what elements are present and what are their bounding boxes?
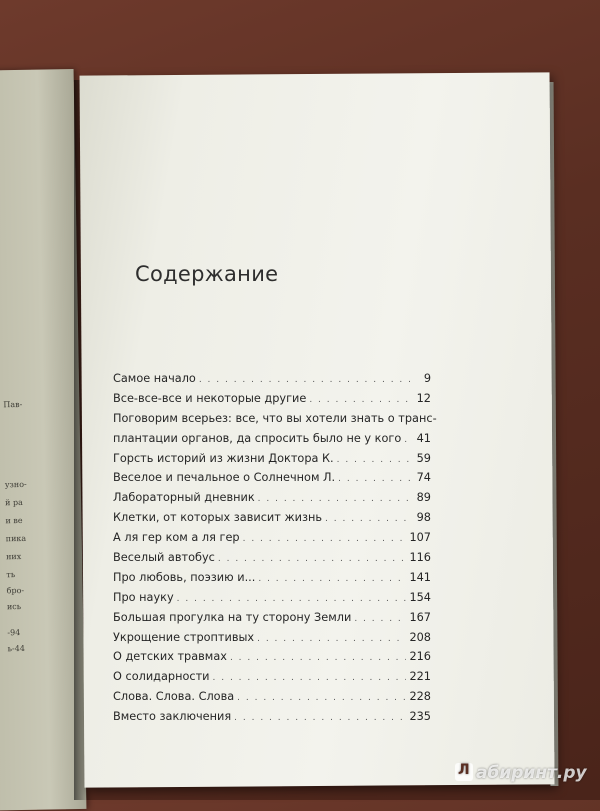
toc-leader-dots	[258, 574, 406, 584]
toc-leader-dots	[243, 534, 407, 544]
toc-entry	[113, 531, 431, 551]
toc-entry-page: 116	[409, 551, 431, 565]
page-title: Содержание	[135, 262, 279, 286]
toc-leader-dots	[237, 693, 406, 703]
toc-entry-page: 98	[416, 511, 431, 525]
toc-entry-page: 12	[416, 391, 431, 405]
toc-entry-page: 89	[416, 491, 431, 505]
toc-entry	[113, 631, 431, 651]
left-page-fragment: узно-	[4, 479, 27, 490]
toc-leader-dots	[177, 594, 407, 604]
toc-entry-title: Горсть историй из жизни Доктора К.	[113, 451, 334, 465]
toc-leader-dots	[404, 435, 410, 445]
toc-entry-page: 41	[416, 431, 431, 445]
toc-entry	[113, 670, 431, 690]
toc-entry	[113, 471, 431, 491]
toc-leader-dots	[218, 554, 407, 564]
toc-leader-dots	[213, 673, 407, 683]
toc-entry-title: О солидарности	[113, 670, 210, 684]
toc-leader-dots	[258, 494, 410, 504]
toc-leader-dots	[257, 634, 406, 644]
toc-entry-page: 216	[409, 650, 431, 664]
toc-entry-page: 107	[409, 531, 431, 545]
toc-entry-title: Про науку	[113, 590, 174, 604]
toc-entry-title: Большая прогулка на ту сторону Земли	[113, 610, 352, 624]
toc-entry-title: Самое начало	[113, 372, 196, 385]
toc-entry-page: 167	[409, 610, 431, 624]
toc-entry-title: Веселое и печальное о Солнечном Л.	[113, 471, 336, 485]
labirint-watermark	[455, 763, 587, 783]
toc-entry	[113, 611, 431, 631]
toc-entry	[113, 372, 431, 392]
toc-entry-page: 74	[416, 471, 431, 485]
toc-entry	[113, 710, 431, 730]
toc-entry-page: 141	[409, 570, 431, 584]
toc-entry	[113, 392, 431, 412]
watermark-text: абиринт.ру	[476, 763, 587, 783]
toc-entry-page: 228	[409, 690, 431, 704]
toc-entry-title: Укрощение строптивых	[113, 630, 255, 644]
left-page-fragment: й ра	[5, 497, 23, 508]
toc-entry	[113, 571, 431, 591]
left-page-fragment: -94	[7, 628, 21, 638]
toc-entry	[113, 432, 431, 452]
toc-leader-dots	[354, 614, 406, 624]
toc-entry-title: Вместо заключения	[113, 710, 232, 724]
toc-entry-title: Поговорим всерьез: все, что вы хотели знать о транс-	[113, 411, 437, 425]
toc-entry-title: Веселый автобус	[113, 551, 215, 565]
toc-leader-dots	[325, 514, 410, 524]
left-page-fragment: пика	[5, 533, 27, 544]
left-page-fragment: ть	[6, 570, 16, 580]
left-page-fragment: бро-	[6, 585, 25, 596]
toc-entry	[113, 650, 431, 670]
table-of-contents	[113, 372, 437, 730]
toc-leader-dots	[230, 653, 406, 663]
toc-entry-page: 221	[409, 670, 431, 684]
toc-entry-title: Про любовь, поэзию и...	[113, 570, 256, 584]
toc-entry	[113, 551, 431, 571]
left-page-fragment: Пав-	[3, 399, 23, 410]
left-page-fragment: и ве	[5, 515, 23, 526]
toc-entry	[113, 452, 431, 472]
left-page-fragment: ись	[6, 602, 22, 612]
labirint-logo-icon	[455, 763, 473, 781]
toc-entry	[113, 591, 431, 611]
toc-entry-title: плантации органов, да спросить было не у кого	[113, 431, 402, 445]
toc-entry-page: 154	[409, 590, 431, 604]
toc-entry-title: А ля гер ком а ля гер	[113, 531, 240, 545]
toc-entry-title: Клетки, от которых зависит жизнь	[113, 511, 323, 525]
toc-leader-dots	[338, 474, 410, 484]
toc-entry-page: 9	[423, 372, 431, 385]
toc-entry	[113, 491, 431, 511]
left-page-fragment: них	[5, 551, 22, 562]
toc-entry-title: Все-все-все и некоторые другие	[113, 391, 307, 405]
toc-leader-dots	[337, 455, 410, 465]
left-page-fragment: ь-44	[7, 643, 25, 654]
toc-entry-title: О детских травмах	[113, 650, 227, 664]
toc-entry	[113, 411, 437, 432]
toc-entry	[113, 511, 431, 531]
toc-leader-dots	[234, 713, 406, 723]
toc-entry-title: Лабораторный дневник	[113, 491, 255, 505]
toc-entry	[113, 690, 431, 710]
toc-entry-page: 208	[409, 630, 431, 644]
toc-entry-page: 235	[409, 710, 431, 724]
toc-entry-page: 59	[416, 451, 431, 465]
toc-leader-dots	[309, 395, 410, 405]
toc-leader-dots	[199, 375, 410, 385]
toc-entry-title: Слова. Слова. Слова	[113, 690, 235, 704]
